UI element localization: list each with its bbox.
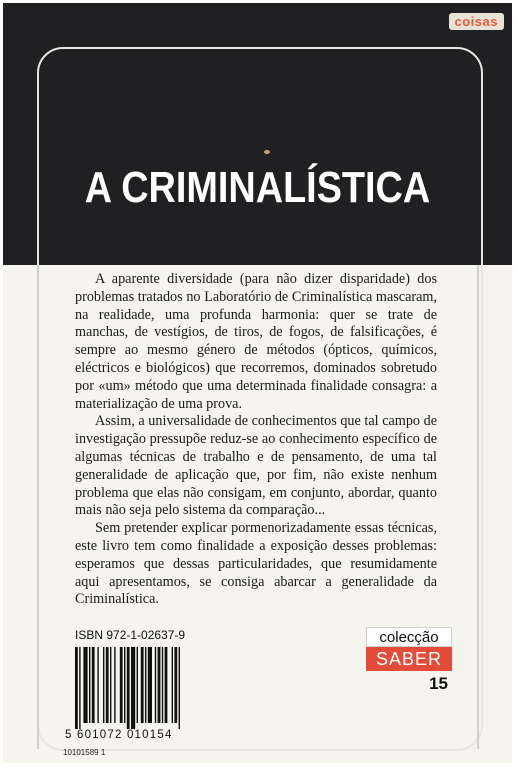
- blurb-paragraph-1: A aparente diversidade (para não dizer disparidade) dos problemas tratados no Laboratório de Criminalística mascaram, na realidade, uma profunda harmonia: quer se trate de manchas, de vestígios, de tiros, de fogos, de falsificações, é sempre ao mesmo género de métodos (ópticos, químicos, eléctricos e biológicos) que recorremos, dominados sobretudo por «um» método que uma determinada finalidade consagra: a materialização de uma prova.: [75, 271, 437, 412]
- collection-number: 15: [429, 674, 448, 693]
- barcode-bar: [83, 647, 87, 723]
- barcode-bar: [79, 647, 80, 729]
- barcode-bar: [106, 647, 109, 723]
- barcode-bar: [141, 647, 144, 723]
- barcode-bar: [110, 647, 111, 723]
- barcode-bar: [172, 647, 173, 723]
- barcode-bar: [124, 647, 125, 723]
- barcode-bar: [179, 647, 180, 729]
- barcode-bar: [162, 647, 163, 723]
- collection-label: colecção: [366, 627, 452, 647]
- barcode-bar: [131, 647, 135, 729]
- barcode-bar: [158, 647, 161, 723]
- book-title: A CRIMINALÍSTICA: [84, 163, 431, 212]
- collection-badge: [366, 627, 452, 694]
- barcode-bar: [97, 647, 98, 723]
- barcode-bar: [114, 647, 115, 723]
- barcode: [65, 645, 235, 743]
- barcode-bar: [137, 647, 138, 723]
- barcode-bars: [75, 647, 225, 729]
- barcode-bar: [165, 647, 168, 723]
- barcode-bar: [148, 647, 152, 723]
- isbn-label: ISBN 972-1-02637-9: [75, 628, 186, 642]
- barcode-bar: [127, 647, 130, 729]
- barcode-bar: [89, 647, 90, 723]
- blurb-paragraph-3: Sem pretender explicar pormenorizadamente essas técnicas, este livro tem como finalidade a exposição desses problemas: esperamos que dessas particularidades, que resumidamente aqui apresentamos, se consiga abarcar a generalidade da Criminalística.: [75, 520, 437, 608]
- publisher-badge: coisas: [449, 13, 504, 30]
- barcode-bar: [145, 647, 146, 723]
- blurb-text: [75, 271, 437, 609]
- collection-name: SABER: [366, 647, 452, 671]
- barcode-bar: [92, 647, 95, 723]
- barcode-bar: [75, 647, 78, 729]
- title-dot-mark: [264, 150, 270, 154]
- barcode-digits: 5 601072 010154: [65, 729, 173, 741]
- internal-code: 10101589 1: [63, 748, 106, 757]
- barcode-bar: [120, 647, 123, 723]
- blurb-paragraph-2: Assim, a universalidade de conhecimentos que tal campo de investigação pressupõe reduz-se ao conhecimento específico de algumas técnicas de trabalho e de pensamento, de uma tal generalidade de aplicação que, por fim, não existe nenhum problema que elas não consigam, em conjunto, abordar, quanto mais não seja pelo sistema da comparação...: [75, 413, 437, 519]
- barcode-bar: [103, 647, 104, 723]
- book-back-cover: [3, 3, 512, 763]
- barcode-bar: [174, 647, 177, 723]
- barcode-bar: [155, 647, 156, 723]
